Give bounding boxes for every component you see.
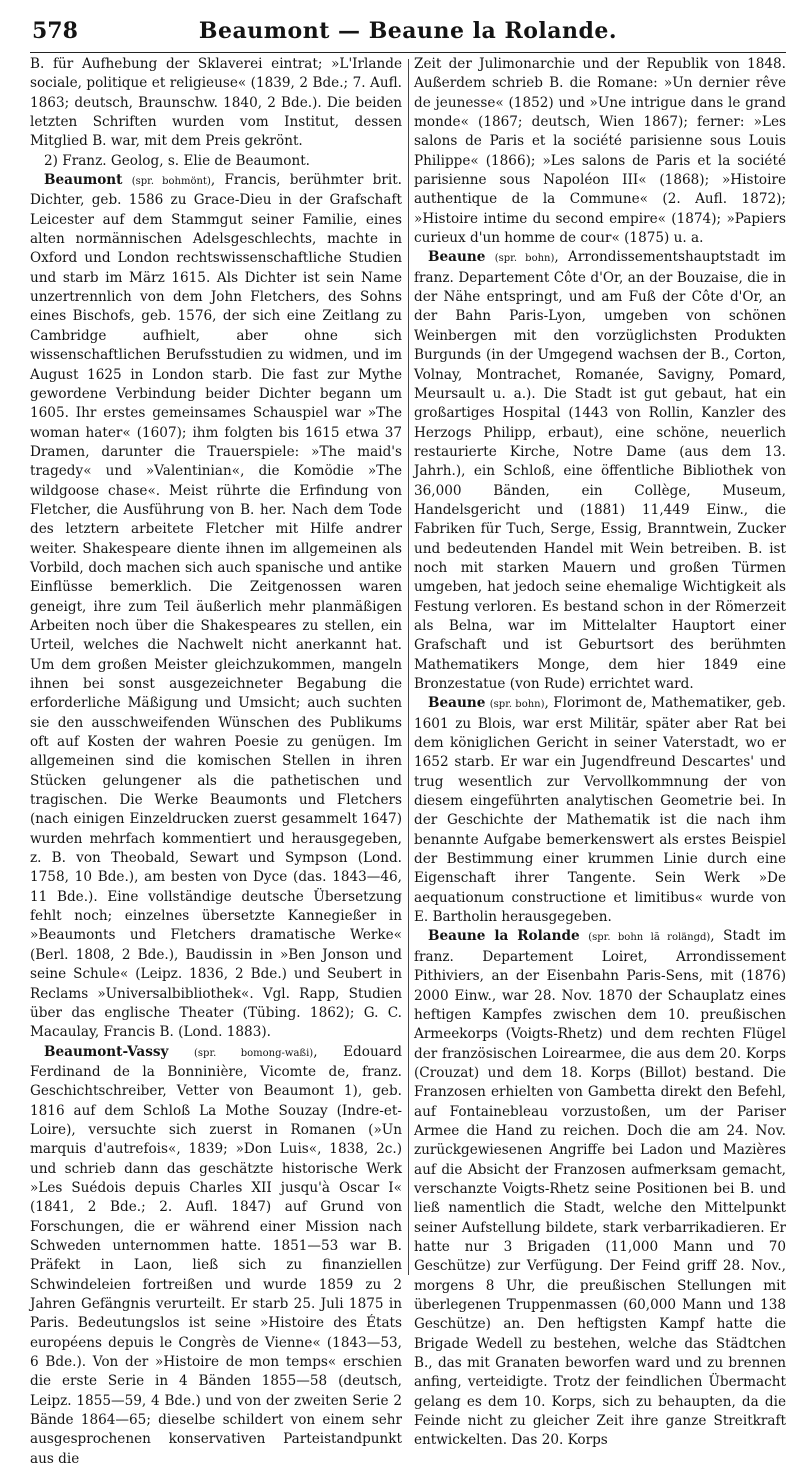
page-number: 578 [32, 18, 78, 44]
right-column [414, 55, 786, 1449]
entry-headword: Beaumont-Vassy [44, 1043, 169, 1060]
entry-pronunciation: (spr. bomong-waßi) [194, 1047, 314, 1059]
entry-headword: Beaune [428, 249, 486, 266]
entry-pronunciation: (spr. bohmönt) [131, 176, 211, 188]
entry-headword: Beaune [428, 695, 486, 712]
running-head: Beaumont — Beaune la Rolande. [198, 18, 618, 44]
entry-paragraph [30, 152, 402, 171]
entry-headword: Beaune la Rolande [428, 928, 580, 945]
entry-headword: Beaumont [44, 172, 123, 189]
entry-pronunciation: (spr. bohn lă rolängd) [588, 932, 711, 944]
entry-text: , Florimont de, Mathematiker, geb. 1601 zu Blois, war erst Militär, später aber Rat bei dem königlichen Gericht in seiner Vaterstadt, wo er 1652 starb. Er war ein Jugendfreund Descartes' und trug wesentlich zur Vervollkommnung der von diesem eingeführten analytischen Geometrie bei. In der Geschichte der Mathematik ist die nach ihm benannte Aufgabe bemerkenswert als erstes Beispiel der Bestimmung einer krummen Linie durch eine Eigenschaft ihrer Tangente. Sein Werk »De aequationum constructione et limitibus« wurde von E. Bartholin herausgegeben. [414, 695, 786, 926]
entry-paragraph [414, 248, 786, 694]
page-header [30, 10, 786, 53]
entry-paragraph [414, 927, 786, 1450]
text-columns [30, 55, 786, 1467]
entry-text: , Francis, berühmter brit. Dichter, geb. 1586 zu Grace-Dieu in der Grafschaft Leicester auf dem Stammgut seiner Familie, eines alten normännischen Adelsgeschlechts, machte in Oxford und London rechtswissenschaftliche Studien und starb im März 1615. Als Dichter ist sein Name unzertrennlich von dem John Fletchers, des Sohns eines Bischofs, geb. 1576, der sich eine Zeitlang zu Cambridge aufhielt, aber ohne sich wissenschaftlichen Berufsstudien zu widmen, und im August 1625 in London starb. Die fast zur Mythe gewordene Verbindung beider Dichter begann um 1605. Ihr erstes gemeinsames Schauspiel war »The woman hater« (1607); ihm folgten bis 1615 etwa 37 Dramen, darunter die Trauerspiele: »The maid's tragedy« und »Valentinian«, die Komödie »The wildgoose chase«. Meist rührte die Erfindung von Fletcher, die Ausführung von B. her. Nach dem Tode des letztern arbeitete Fletcher mit Hilfe andrer weiter. Shakespeare diente ihnen im allgemeinen als Vorbild, doch machen sich auch spanische und antike Einflüsse bemerklich. Die Zeitgenossen waren geneigt, ihre zum Teil äußerlich mehr planmäßigen Arbeiten noch über die Shakespeares zu stellen, ein Urteil, welches die Nachwelt nicht anerkannt hat. Um dem großen Meister gleichzukommen, mangeln ihnen bei sonst ausgezeichneter Begabung die erforderliche Mäßigung und Umsicht; auch suchten sie den ausschweifenden Wünschen des Publikums oft auf Kosten der wahren Poesie zu genügen. Im allgemeinen sind die komischen Stellen in ihren Stücken gelungener als die pathetischen und tragischen. Die Werke Beaumonts und Fletchers (nach einigen Einzeldrucken zuerst gesammelt 1647) wurden mehrfach kommentiert und herausgegeben, z. B. von Theobald, Sewart und Sympson (Lond. 1758, 10 Bde.), am besten von Dyce (das. 1843—46, 11 Bde.). Eine vollständige deutsche Übersetzung fehlt noch; einzelnes übersetzte Kannegießer in »Beaumonts und Fletchers dramatische Werke« (Berl. 1808, 2 Bde.), Baudissin in »Ben Jonson und seine Schule« (Leipz. 1836, 2 Bde.) und Seubert in Reclams »Universalbibliothek«. Vgl. Rapp, Studien über das englische Theater (Tübing. 1862); G. C. Macaulay, Francis B. (Lond. 1883). [30, 172, 402, 1041]
entry-pronunciation: (spr. bohn) [489, 699, 545, 711]
entry-paragraph [30, 171, 402, 1042]
entry-paragraph [30, 1043, 402, 1469]
entry-text: Zeit der Julimonarchie und der Republik von 1848. Außerdem schrieb B. die Romane: »Un dernier rêve de jeunesse« (1852) und »Une intrigue dans le grand monde« (1867; deutsch, Wien 1867); ferner: »Les salons de Paris et la société parisienne sous Louis Philippe« (1866); »Les salons de Paris et la société parisienne sous Napoléon III« (1868); »Histoire authentique de la Commune« (2. Aufl. 1872); »Histoire intime du second empire« (1874); »Papiers curieux d'un homme de cour« (1875) u. a. [414, 56, 786, 247]
entry-text: B. für Aufhebung der Sklaverei eintrat; »L'Irlande sociale, politique et religieuse« (1839, 2 Bde.; 7. Aufl. 1863; deutsch, Braunschw. 1840, 2 Bde.). Die beiden letzten Schriften wurden vom Institut, dessen Mitglied B. war, mit dem Preis gekrönt. [30, 56, 402, 150]
entry-paragraph [414, 694, 786, 927]
entry-paragraph [30, 55, 402, 152]
entry-paragraph [414, 55, 786, 248]
entry-text: , Edouard Ferdinand de la Bonninière, Vicomte de, franz. Geschichtschreiber, Vetter von Beaumont 1), geb. 1816 auf dem Schloß La Mothe Souzay (Indre-et-Loire), versuchte sich zuerst in Romanen (»Un marquis d'autrefois«, 1839; »Don Luis«, 1838, 2c.) und schrieb dann das geschätzte historische Werk »Les Suédois depuis Charles XII jusqu'à Oscar I« (1841, 2 Bde.; 2. Aufl. 1847) auf Grund von Forschungen, die er während einer Mission nach Schweden unternommen hatte. 1851—53 war B. Präfekt in Laon, ließ sich zu finanziellen Schwindeleien fortreißen und wurde 1859 zu 2 Jahren Gefängnis verurteilt. Er starb 25. Juli 1875 in Paris. Bedeutungslos ist seine »Histoire des États européens depuis le Congrès de Vienne« (1843—53, 6 Bde.). Von der »Histoire de mon temps« erschien die erste Serie in 4 Bänden 1855—58 (deutsch, Leipz. 1855—59, 4 Bde.) und von der zweiten Serie 2 Bände 1864—65; dieselbe schildert von einem sehr ausgesprochenen konservativen Parteistandpunkt aus die [30, 1043, 403, 1467]
entry-text: , Stadt im franz. Departement Loiret, Arrondissement Pithiviers, an der Eisenbahn Paris-Sens, mit (1876) 2000 Einw., war 28. Nov. 1870 der Schauplatz eines heftigen Kampfes zwischen dem 10. preußischen Armeekorps (Voigts-Rhetz) und dem rechten Flügel der französischen Loirearmee, die aus dem 20. Korps (Crouzat) und dem 18. Korps (Billot) bestand. Die Franzosen erhielten von Gambetta direkt den Befehl, auf Fontainebleau vorzustoßen, um der Pariser Armee die Hand zu reichen. Doch die am 24. Nov. zurückgewiesenen Angriffe bei Ladon und Mazières auf die Absicht der Franzosen aufmerksam gemacht, verschanzte Voigts-Rhetz seine Positionen bei B. und ließ namentlich die Stadt, welche den Mittelpunkt seiner Aufstellung bildete, stark verbarrikadieren. Er hatte nur 3 Brigaden (11,000 Mann und 70 Geschütze) zur Verfügung. Der Feind griff 28. Nov., morgens 8 Uhr, die preußischen Stellungen mit überlegenen Truppenmassen (60,000 Mann und 138 Geschütze) an. Den heftigsten Kampf hatte die Brigade Wedell zu bestehen, welche das Städtchen B., das mit Granaten beworfen ward und zu brennen anfing, verteidigte. Trotz der feindlichen Übermacht gelang es dem 10. Korps, sich zu behaupten, da die Feinde nicht zu gleicher Zeit ihre ganze Streitkraft entwickelten. Das 20. Korps [414, 928, 786, 1449]
left-column [30, 55, 403, 1467]
entry-text: 2) Franz. Geolog, s. Elie de Beaumont. [44, 152, 311, 169]
entry-pronunciation: (spr. bohn) [494, 253, 555, 265]
entry-text: , Arrondissementshauptstadt im franz. Departement Côte d'Or, an der Bouzaise, die in der Nähe entspringt, und am Fuß der Côte d'Or, an der Bahn Paris-Lyon, umgeben von schönen Weinbergen mit den vorzüglichsten Produkten Burgunds (in der Umgegend wachsen der B., Corton, Volnay, Montrachet, Romanée, Savigny, Pomard, Meursault u. a.). Die Stadt ist gut gebaut, hat ein großartiges Hospital (1443 von Rollin, Kanzler des Herzogs Philipp, erbaut), eine schöne, neuerlich restaurierte Kirche, Notre Dame (aus dem 13. Jahrh.), ein Schloß, eine öffentliche Bibliothek von 36,000 Bänden, ein Collège, Museum, Handelsgericht und (1881) 11,449 Einw., die Fabriken für Tuch, Serge, Essig, Branntwein, Zucker und bedeutenden Handel mit Wein betreiben. B. ist noch mit starken Mauern und großen Türmen umgeben, hat jedoch seine ehemalige Wichtigkeit als Festung verloren. Es bestand schon in der Römerzeit als Belna, war im Mittelalter Hauptort einer Grafschaft und ist Geburtsort des berühmten Mathematikers Monge, dem hier 1849 eine Bronzestatue (von Rude) errichtet ward. [414, 249, 786, 692]
column-divider [408, 59, 409, 1275]
